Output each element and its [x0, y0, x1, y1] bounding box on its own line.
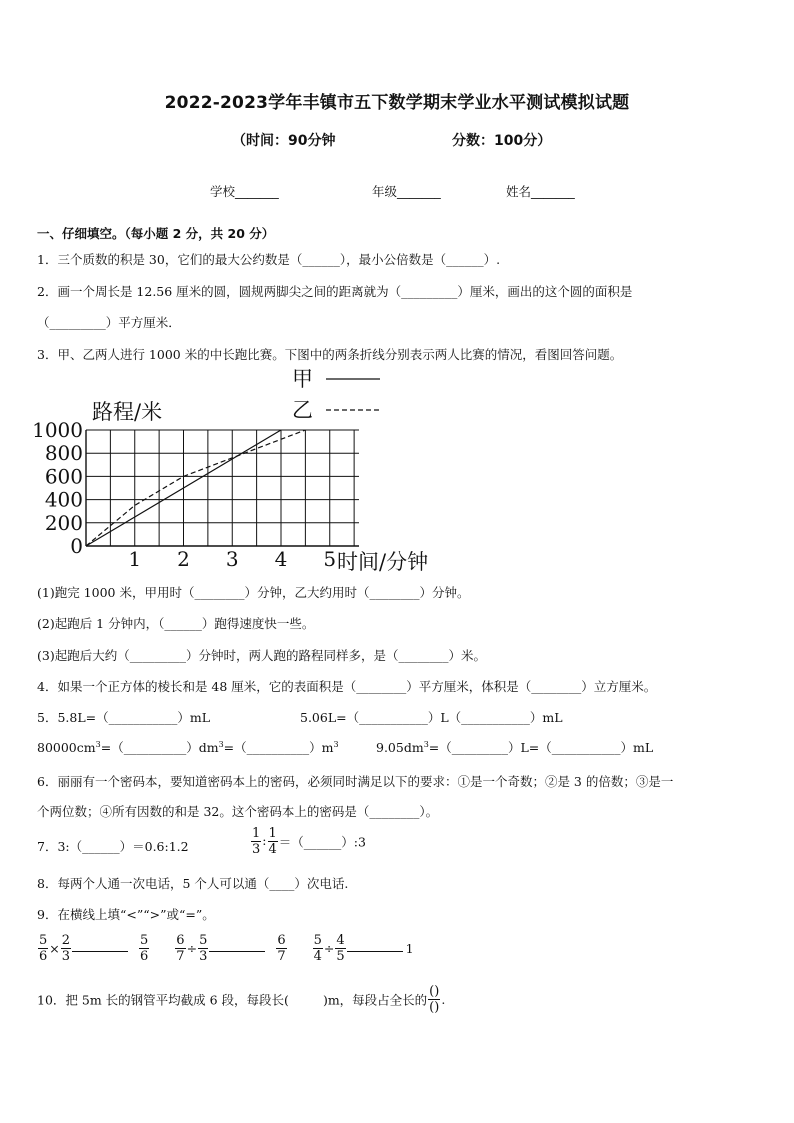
- x-tick-label: 5: [323, 547, 337, 571]
- x-tick-label: 4: [274, 547, 288, 571]
- x-tick-label: 3: [225, 547, 239, 571]
- compare-blank-3[interactable]: [347, 937, 403, 952]
- page-title: 2022-2023学年丰镇市五下数学期末学业水平测试模拟试题: [164, 93, 630, 113]
- question-10: 10．把 5m 长的钢管平均截成 6 段，每段长( )m，每段占全长的 $\frac{()}{()}$ .: [37, 984, 446, 1015]
- y-tick-label: 200: [44, 510, 83, 535]
- question-9: 9．在横线上填“<”“>”或“=”。: [37, 907, 215, 922]
- y-tick-label: 600: [44, 464, 83, 489]
- question-8: 8．每两个人通一次电话，5 个人可以通（____）次电话.: [37, 876, 349, 891]
- question-5-c: $80000cm^3=(\_\_\_\_\_\_\_\_\_\_)dm^3=(\_\_\_\_\_\_\_\_\_\_)m^3$: [37, 739, 339, 755]
- chart-axes: [86, 430, 359, 546]
- question-7-b: $\frac{1}{3}$ : $\frac{1}{4}$ ＝（______）:3: [252, 826, 366, 857]
- question-6-line-1: 6．丽丽有一个密码本，要知道密码本上的密码，必须同时满足以下的要求：①是一个奇数；②是 3 的倍数；③是一: [37, 774, 674, 789]
- x-tick-label: 1: [128, 547, 142, 571]
- question-5-b: 5.06L=（___________）L（___________）mL: [300, 710, 563, 725]
- compare-blank-2[interactable]: [209, 937, 265, 952]
- x-tick-label: 2: [177, 547, 190, 571]
- question-2-line-2: （_________）平方厘米．: [37, 315, 181, 330]
- y-tick-label: 800: [44, 441, 83, 466]
- exam-score: 分数：100分）: [452, 133, 552, 149]
- question-3-part-3: (3)起跑后大约（_________）分钟时，两人跑的路程同样多，是（________）米。: [37, 648, 486, 663]
- question-2-line-1: 2．画一个周长是 12.56 厘米的圆，圆规两脚尖之间的距离就为（_________）厘米，画出的这个圆的面积是: [37, 284, 633, 299]
- series-line-2: [86, 430, 305, 546]
- question-5-a: 5．5.8L=（___________）mL: [37, 710, 211, 725]
- question-1: 1．三个质数的积是 30，它们的最大公约数是（______），最小公倍数是（______）.: [37, 252, 501, 267]
- question-7-a: 7．3:（______）＝0.6:1.2: [37, 839, 189, 854]
- y-tick-label: 1000: [32, 418, 83, 442]
- legend-label-2: 乙: [292, 398, 313, 422]
- question-5-d: $9.05dm^3=(\_\_\_\_\_\_\_\_\_)L=(\_\_\_\_\_\_\_\_\_\_\_)mL$: [376, 739, 654, 755]
- grade-field[interactable]: 年级_______: [372, 184, 441, 199]
- question-4: 4．如果一个正方体的棱长和是 48 厘米，它的表面积是（________）平方厘米，体积是（________）立方厘米。: [37, 679, 657, 694]
- x-axis-label: 时间/分钟: [337, 550, 429, 574]
- chart-ticks: [32, 418, 336, 571]
- y-tick-label: 0: [70, 534, 83, 558]
- compare-blank-1[interactable]: [72, 937, 128, 952]
- question-9-expressions: $\frac{5}{6}$ × $\frac{2}{3}$ $\frac{5}{6}$ $\frac{6}{7}$ ÷ $\frac{5}{3}$ $\frac{6}{7}$ $\frac{5}{4}$ ÷ $\frac{4}{5}$ 1: [39, 933, 414, 964]
- chart-legend: [292, 367, 380, 422]
- name-field[interactable]: 姓名_______: [506, 184, 575, 199]
- question-3-part-2: (2)起跑后 1 分钟内，（______）跑得速度快一些。: [37, 616, 315, 631]
- question-6-line-2: 个两位数；④所有因数的和是 32。这个密码本上的密码是（________）。: [37, 804, 439, 819]
- chart-series: [86, 430, 305, 546]
- section-heading: 一、仔细填空。（每小题 2 分，共 20 分）: [37, 226, 275, 241]
- question-3-part-1: (1)跑完 1000 米，甲用时（________）分钟，乙大约用时（________）分钟。: [37, 585, 470, 600]
- y-axis-label: 路程/米: [92, 400, 163, 424]
- distance-time-chart: [30, 362, 450, 577]
- school-field[interactable]: 学校_______: [210, 184, 279, 199]
- legend-label-1: 甲: [292, 367, 313, 391]
- question-3: 3．甲、乙两人进行 1000 米的中长跑比赛。下图中的两条折线分别表示两人比赛的情况，看图回答问题。: [37, 347, 623, 362]
- y-tick-label: 400: [44, 487, 83, 512]
- chart-grid: [86, 430, 359, 546]
- exam-time: （时间：90分钟: [232, 133, 336, 149]
